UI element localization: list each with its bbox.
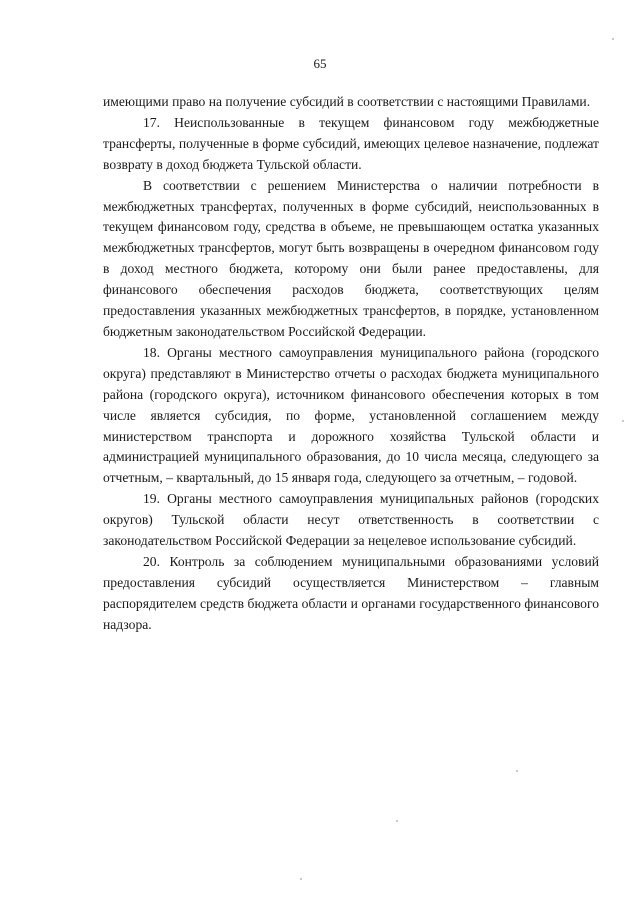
paragraph-20: 20. Контроль за соблюдением муниципальными образованиями условий предоставления субсидий осуществляется Министерством – главным распорядителем средств бюджета области и органами государственного финансового надзора. (103, 553, 599, 632)
scan-speck (300, 878, 302, 880)
paragraph-17: 17. Неиспользованные в текущем финансовом году межбюджетные трансферты, полученные в форме субсидий, имеющих целевое назначение, подлежат возврату в доход бюджета Тульской области. (103, 114, 599, 172)
paragraph-17-return-decision: В соответствии с решением Министерства о наличии потребности в межбюджетных трансфертах, полученных в форме субсидий, неиспользованных в текущем финансовом году, средства в объеме, не превышающем остатка указанных межбюджетных трансфертов, могут быть возвращены в очередном финансовом году в доход местного бюджета, которому они были ранее предоставлены, для финансового обеспечения расходов бюджета, соответствующих целям предоставления указанных межбюджетных трансфертов, в порядке, установленном бюджетным законодательством Российской Федерации. (103, 177, 599, 339)
page-number: 65 (313, 56, 327, 71)
scan-speck (612, 38, 614, 40)
paragraph-18: 18. Органы местного самоуправления муниципального района (городского округа) представляют в Министерство отчеты о расходах бюджета муниципального района (городского округа), источником финансового обеспечения которых в том числе является субсидия, по форме, установленной соглашением между министерством транспорта и дорожного хозяйства Тульской области и администрацией муниципального образования, до 10 числа месяца, следующего за отчетным, – квартальный, до 15 января года, следующего за отчетным, – годовой. (103, 344, 599, 486)
scan-speck (622, 420, 624, 422)
paragraph-continuation: имеющими право на получение субсидий в соответствии с настоящими Правилами. (103, 94, 591, 109)
scan-speck (516, 770, 518, 772)
scan-speck (396, 820, 398, 822)
document-body (103, 92, 599, 636)
paragraph-19: 19. Органы местного самоуправления муниципальных районов (городских округов) Тульской области несут ответственность в соответствии с законодательством Российской Федерации за нецелевое использование субсидий. (103, 491, 599, 549)
